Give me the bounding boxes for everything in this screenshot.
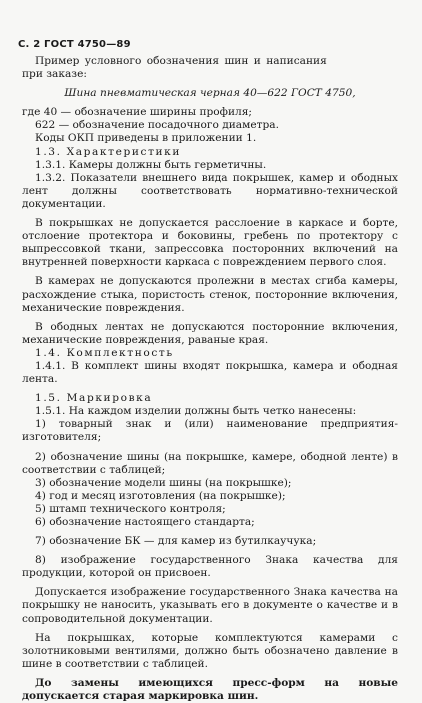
- section-1-3-heading: 1.3. Характеристики: [35, 145, 182, 158]
- marking-item-3: 3) обозначение модели шины (на покрышке);: [35, 476, 292, 489]
- section-1-4-heading: 1.4. Комплектность: [35, 346, 174, 359]
- clause-1-4-1: 1.4.1. В комплект шины входят покрышка, камера и ободная лента.: [22, 359, 398, 386]
- pressure-marking-paragraph: На покрышках, которые комплектуются камерами с золотниковыми вентилями, должно быть обозначено давление в шине в соответствии с таблицей.: [22, 631, 398, 670]
- marking-item-4: 4) год и месяц изготовления (на покрышке);: [35, 489, 286, 502]
- quality-mark-paragraph: Допускается изображение государственного Знака качества на покрышку не наносить, указывать его в документе о качестве и в сопроводительной документации.: [22, 586, 398, 625]
- legend-width: где 40 — обозначение ширины профиля;: [22, 106, 253, 119]
- example-designation: Шина пневматическая черная 40—622 ГОСТ 4750,: [64, 87, 356, 100]
- page-header: С. 2 ГОСТ 4750—89: [18, 39, 131, 50]
- old-marking-paragraph: До замены имеющихся пресс-форм на новые допускается старая маркировка шин.: [22, 676, 398, 703]
- clause-1-5-1: 1.5.1. На каждом изделии должны быть четко нанесены:: [35, 405, 357, 418]
- rim-tape-defects-paragraph: В ободных лентах не допускаются посторонние включения, механические повреждения, раваные края.: [22, 320, 398, 346]
- marking-item-5: 5) штамп технического контроля;: [35, 502, 226, 515]
- tyre-defects-paragraph: В покрышках не допускается расслоение в каркасе и борте, отслоение протектора и боковины, гребень по протектору с выпрессовкой ткани, запрессовка посторонних включений на внутренней поверхности каркаса с повреждением первого слоя.: [22, 217, 398, 269]
- marking-item-1: 1) товарный знак и (или) наименование предприятия-изготовителя;: [22, 418, 398, 444]
- tube-defects-paragraph: В камерах не допускаются пролежни в местах сгиба камеры, расхождение стыка, пористость стенок, посторонние включения, механические повреждения.: [22, 275, 398, 314]
- document-body: [22, 55, 398, 703]
- clause-1-3-1: 1.3.1. Камеры должны быть герметичны.: [35, 158, 267, 171]
- marking-item-8: 8) изображение государственного Знака качества для продукции, которой он присвоен.: [22, 554, 398, 580]
- marking-item-6: 6) обозначение настоящего стандарта;: [35, 516, 255, 528]
- marking-item-7: 7) обозначение БК — для камер из бутилкаучука;: [35, 535, 317, 548]
- section-1-5-heading: 1.5. Маркировка: [35, 392, 153, 405]
- clause-1-3-2: 1.3.2. Показатели внешнего вида покрышек, камер и ободных лент должны соответствовать нормативно-технической документации.: [22, 171, 398, 210]
- example-intro-line2: при заказе:: [22, 68, 87, 81]
- okp-codes-note: Коды ОКП приведены в приложении 1.: [35, 132, 257, 145]
- marking-item-2: 2) обозначение шины (на покрышке, камере, ободной ленте) в соответствии с таблицей;: [22, 450, 398, 476]
- legend-diameter: 622 — обозначение посадочного диаметра.: [35, 119, 279, 132]
- example-intro-line1: Пример условного обозначения шин и написания: [35, 55, 327, 67]
